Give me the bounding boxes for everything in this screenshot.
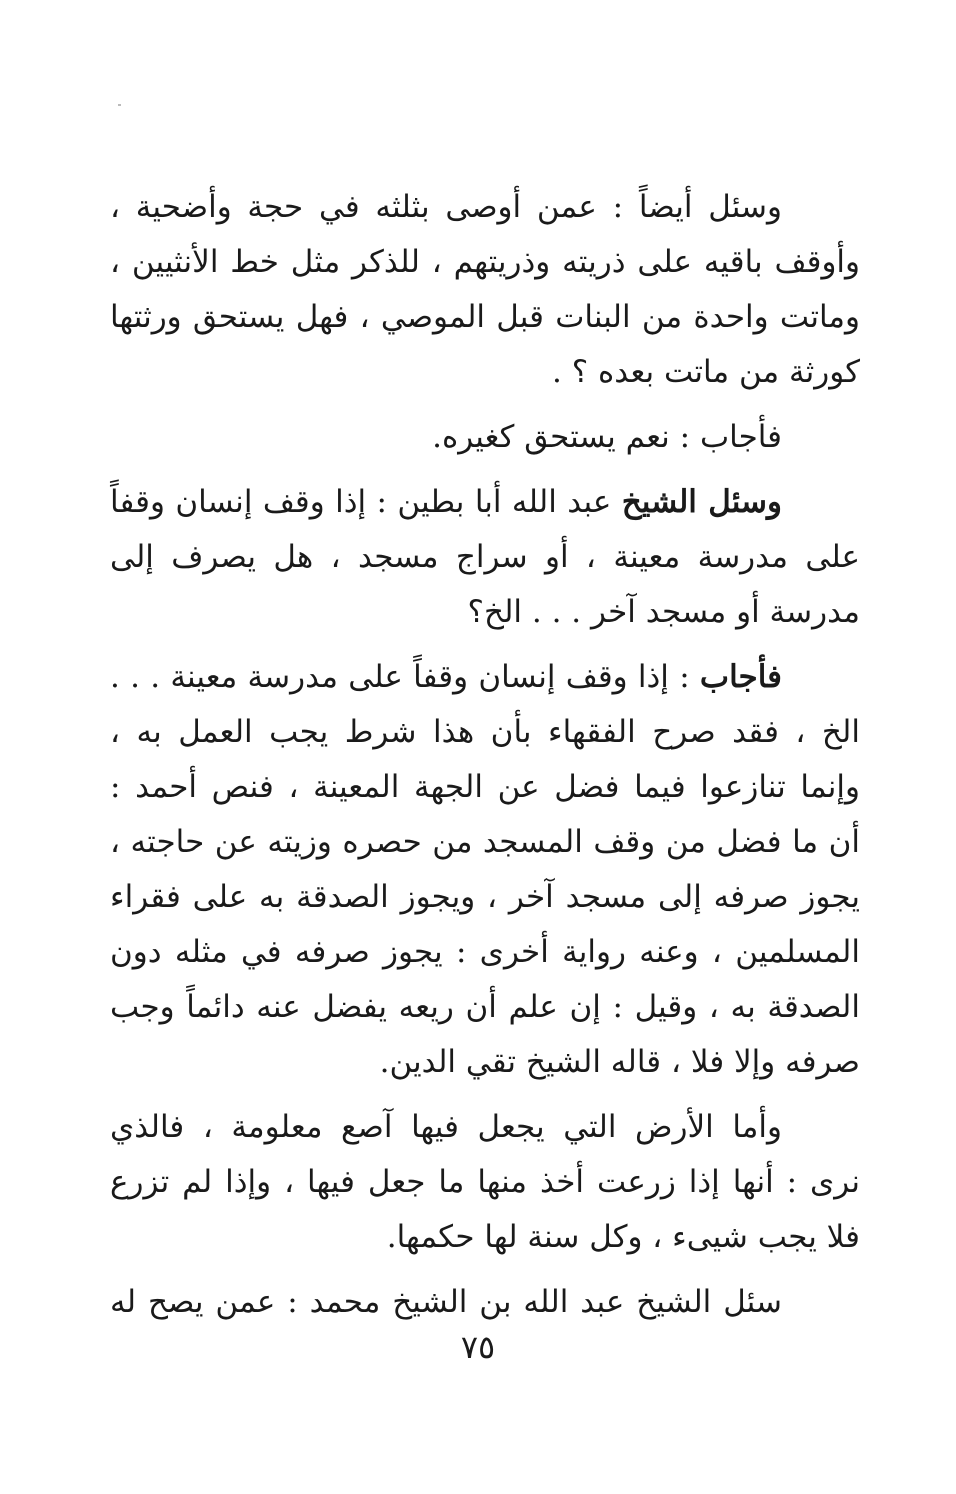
text-line: وإنما تنازعوا فيما فضل عن الجهة المعينة ، فنص أحمد : (110, 769, 860, 805)
text-line: على مدرسة معينة ، أو سراج مسجد ، هل يصرف إلى (110, 539, 860, 575)
lead-phrase: فأجاب (699, 659, 782, 695)
page-number: ٧٥ (460, 1328, 496, 1366)
text-line: كورثة من ماتت بعده ؟ . (552, 354, 860, 390)
paragraph-4 (110, 650, 860, 1090)
page-body (110, 180, 860, 1340)
text-line: أن ما فضل من وقف المسجد من حصره وزيته عن حاجته ، (110, 824, 860, 860)
text-line: صرفه وإلا فلا ، قاله الشيخ تقي الدين. (379, 1044, 860, 1080)
text-line: فأجاب : نعم يستحق كغيره. (432, 419, 782, 455)
text-line: مدرسة أو مسجد آخر . . . الخ؟ (467, 594, 860, 630)
paragraph-1 (110, 180, 860, 400)
text-line: الخ ، فقد صرح الفقهاء بأن هذا شرط يجب العمل به ، (110, 714, 860, 750)
line-rest: عبد الله أبا بطين : إذا وقف إنسان وقفاً (110, 484, 612, 520)
text-line: فلا يجب شيىء ، وكل سنة لها حكمها. (386, 1219, 860, 1255)
line-rest: : إذا وقف إنسان وقفاً على مدرسة معينة . . . (110, 659, 690, 695)
text-line (110, 475, 860, 530)
paragraph-3 (110, 475, 860, 640)
scan-speck (118, 104, 121, 106)
text-line: سئل الشيخ عبد الله بن الشيخ محمد : عمن يصح له (110, 1284, 782, 1320)
text-line: وأما الأرض التي يجعل فيها آصع معلومة ، فالذي (110, 1109, 782, 1145)
text-line: وسئل أيضاً : عمن أوصى بثلثه في حجة وأضحية ، (110, 189, 782, 225)
paragraph-6 (110, 1275, 860, 1330)
text-line: يجوز صرفه إلى مسجد آخر ، ويجوز الصدقة به على فقراء (110, 879, 860, 915)
text-line: نرى : أنها إذا زرعت أخذ منها ما جعل فيها ، وإذا لم تزرع (110, 1164, 860, 1200)
paragraph-2 (110, 410, 860, 465)
text-line: المسلمين ، وعنه رواية أخرى : يجوز صرفه في مثله دون (110, 934, 860, 970)
text-line: الصدقة به ، وقيل : إن علم أن ريعه يفضل عنه دائماً وجب (110, 989, 860, 1025)
text-line (110, 650, 860, 705)
text-line: وأوقف باقيه على ذريته وذريتهم ، للذكر مثل خط الأنثيين ، (110, 244, 861, 280)
lead-phrase: وسئل الشيخ (621, 484, 782, 520)
paragraph-5 (110, 1100, 860, 1265)
text-line: وماتت واحدة من البنات قبل الموصي ، فهل يستحق ورثتها (110, 299, 860, 335)
